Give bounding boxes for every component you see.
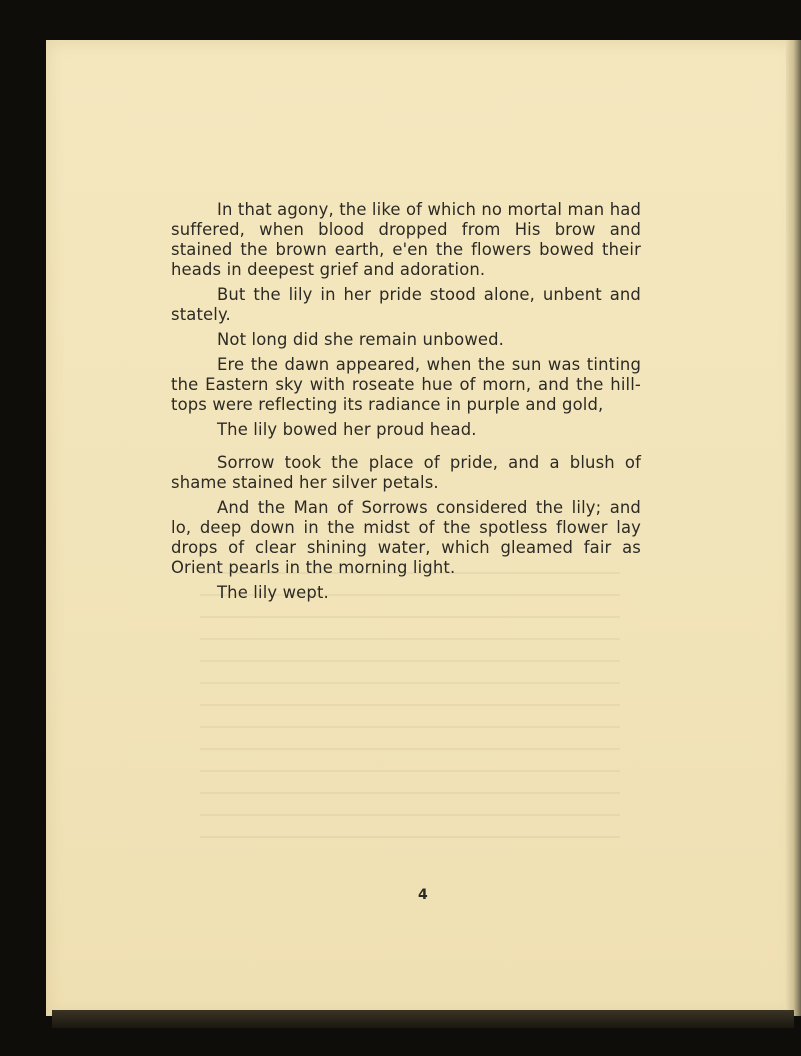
paragraph-dawn: Ere the dawn appeared, when the sun was tinting the Eastern sky with roseate hue of morn, and the hill-tops were reflecting its radiance in purple and gold, [171,355,641,414]
paragraph-agony: In that agony, the like of which no mortal man had suffered, when blood dropped from His brow and stained the brown earth, e'en the flowers bowed their heads in deepest grief and adoration. [171,200,641,279]
page-number: 4 [418,887,428,903]
paragraph-bowed-head: The lily bowed her proud head. [217,420,477,439]
paragraph-sorrow: Sorrow took the place of pride, and a blush of shame stained her silver petals. [171,453,641,492]
body-text [171,200,641,603]
page-edge [786,40,801,1016]
paragraph-unbowed: Not long did she remain unbowed. [217,330,505,349]
paragraph-man-of-sorrows: And the Man of Sorrows considered the lily; and lo, deep down in the midst of the spotless flower lay drops of clear shining water, which gleamed fair as Orient pearls in the morning light. [171,498,641,577]
page-bottom-shadow [52,1010,794,1028]
paragraph-lily-wept: The lily wept. [217,583,329,602]
paragraph-lily-pride: But the lily in her pride stood alone, unbent and stately. [171,285,641,324]
